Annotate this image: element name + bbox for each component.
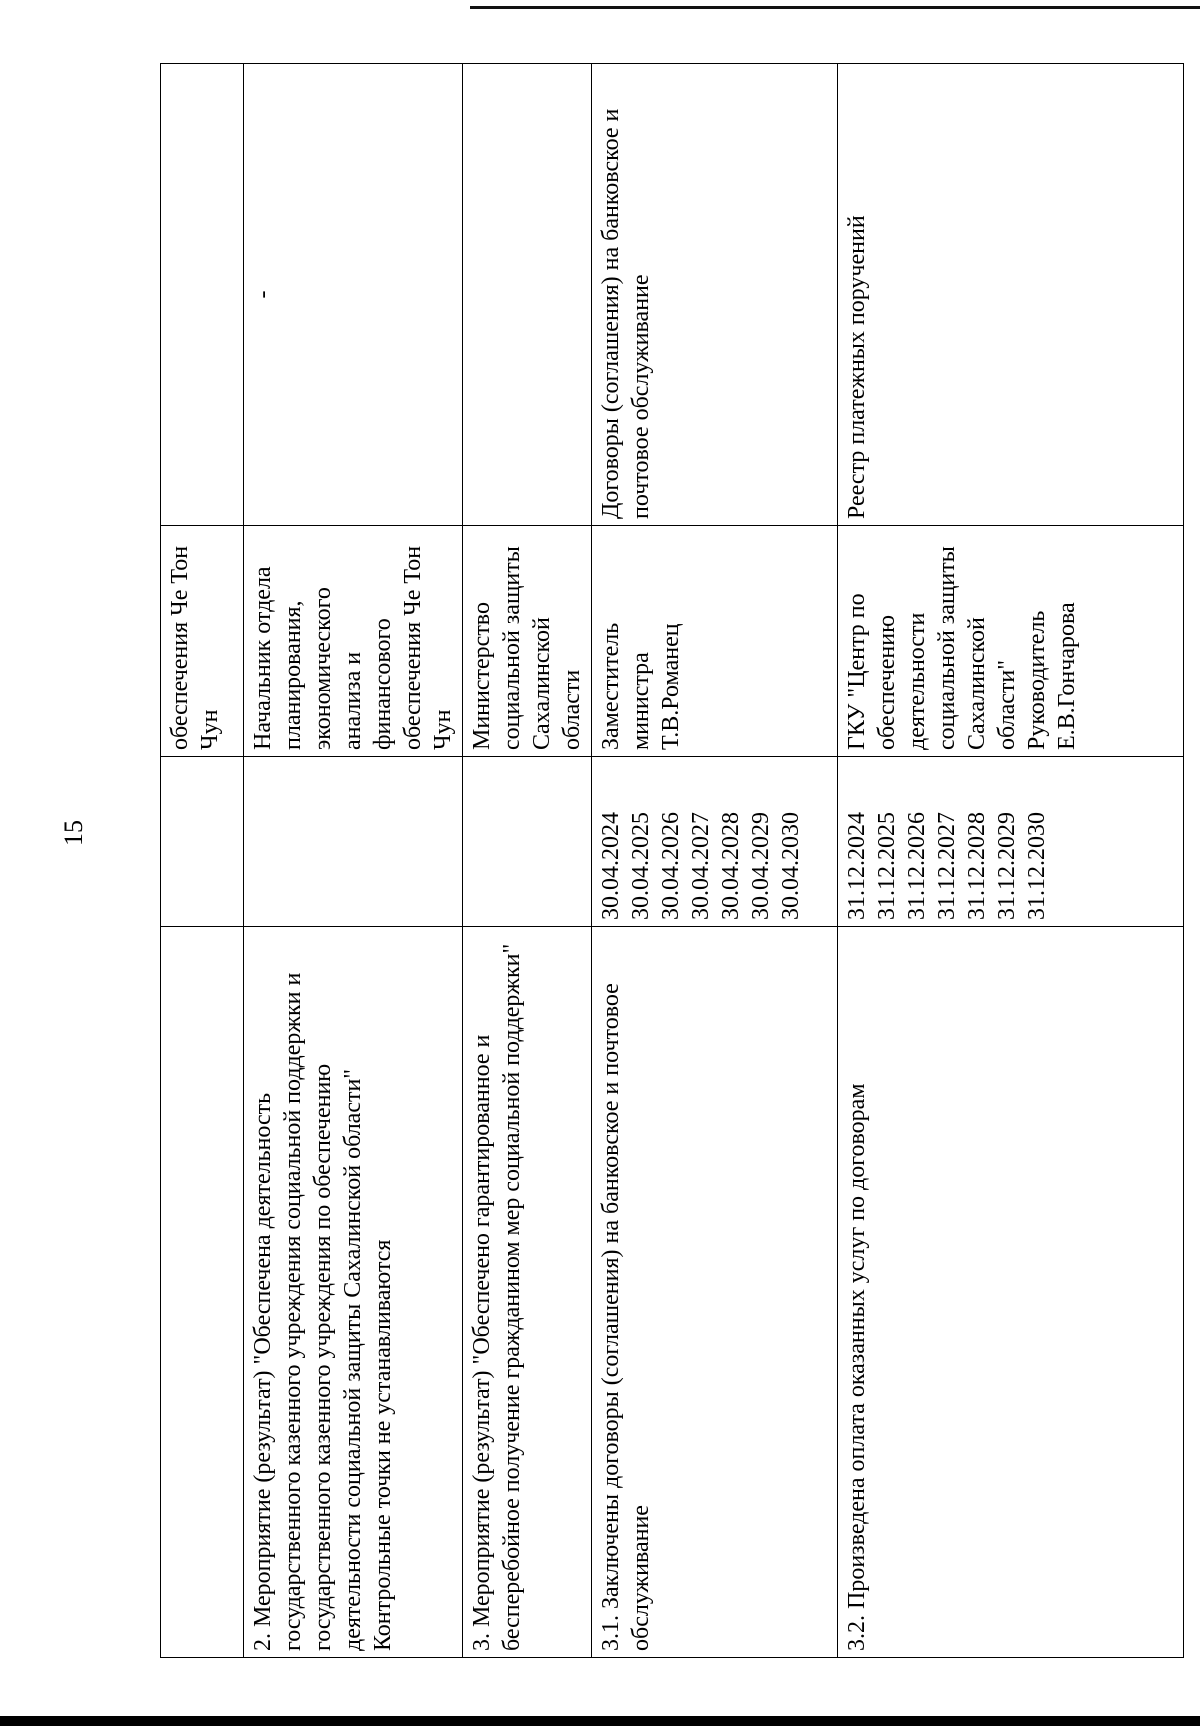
document-cell — [463, 64, 592, 526]
date-line: 31.12.2027 — [934, 812, 960, 920]
responsible-cell: Начальник отдела планирования, экономического анализа и финансового обеспечения Че Тон Чун — [244, 526, 463, 757]
responsible-cell: Заместитель министра Т.В.Романец — [592, 526, 838, 757]
date-line: 30.04.2030 — [778, 812, 804, 920]
date-line: 30.04.2027 — [688, 812, 714, 920]
document-cell: Договоры (соглашения) на банковское и почтовое обслуживание — [592, 64, 838, 526]
date-line: 31.12.2025 — [874, 812, 900, 920]
table-row — [463, 64, 592, 1658]
event-cell: 2. Мероприятие (результат) "Обеспечена деятельность государственного казенного учреждения социальной поддержки и государственного казенного учреждения по обеспечению деятельности социальной защиты Сахалинской области" Контрольные точки не устанавливаются — [244, 927, 463, 1658]
date-line: 30.04.2025 — [628, 812, 654, 920]
date-cell — [463, 757, 592, 927]
rotated-page — [160, 64, 1149, 1658]
event-cell — [161, 927, 244, 1658]
plan-table — [160, 63, 1184, 1658]
date-line: 31.12.2028 — [964, 812, 990, 920]
date-line: 30.04.2024 — [598, 812, 624, 920]
date-line: 31.12.2024 — [844, 812, 870, 920]
event-cell: 3.2. Произведена оплата оказанных услуг по договорам — [838, 927, 1184, 1658]
page-number: 15 — [59, 820, 88, 846]
date-line: 30.04.2026 — [658, 812, 684, 920]
date-line: 30.04.2029 — [748, 812, 774, 920]
date-cell — [592, 757, 838, 927]
document-cell: Реестр платежных поручений — [838, 64, 1184, 526]
event-cell: 3.1. Заключены договоры (соглашения) на банковское и почтовое обслуживание — [592, 927, 838, 1658]
date-cell — [161, 757, 244, 927]
table-row — [592, 64, 838, 1658]
date-line: 31.12.2029 — [994, 812, 1020, 920]
document-cell — [161, 64, 244, 526]
date-cell — [838, 757, 1184, 927]
date-line: 30.04.2028 — [718, 812, 744, 920]
date-line: 31.12.2026 — [904, 812, 930, 920]
table-row — [838, 64, 1184, 1658]
scan-edge-bottom — [0, 1716, 1200, 1726]
document-cell: - — [244, 64, 463, 526]
event-cell: 3. Мероприятие (результат) "Обеспечено гарантированное и бесперебойное получение гражданином мер социальной поддержки" — [463, 927, 592, 1658]
table-row — [244, 64, 463, 1658]
table-row — [161, 64, 244, 1658]
responsible-cell: ГКУ "Центр по обеспечению деятельности социальной защиты Сахалинской области" Руководитель Е.В.Гончарова — [838, 526, 1184, 757]
scan-edge-top — [470, 6, 1200, 9]
responsible-cell: Министерство социальной защиты Сахалинской области — [463, 526, 592, 757]
responsible-cell: обеспечения Че Тон Чун — [161, 526, 244, 757]
date-line: 31.12.2030 — [1024, 812, 1050, 920]
date-cell — [244, 757, 463, 927]
